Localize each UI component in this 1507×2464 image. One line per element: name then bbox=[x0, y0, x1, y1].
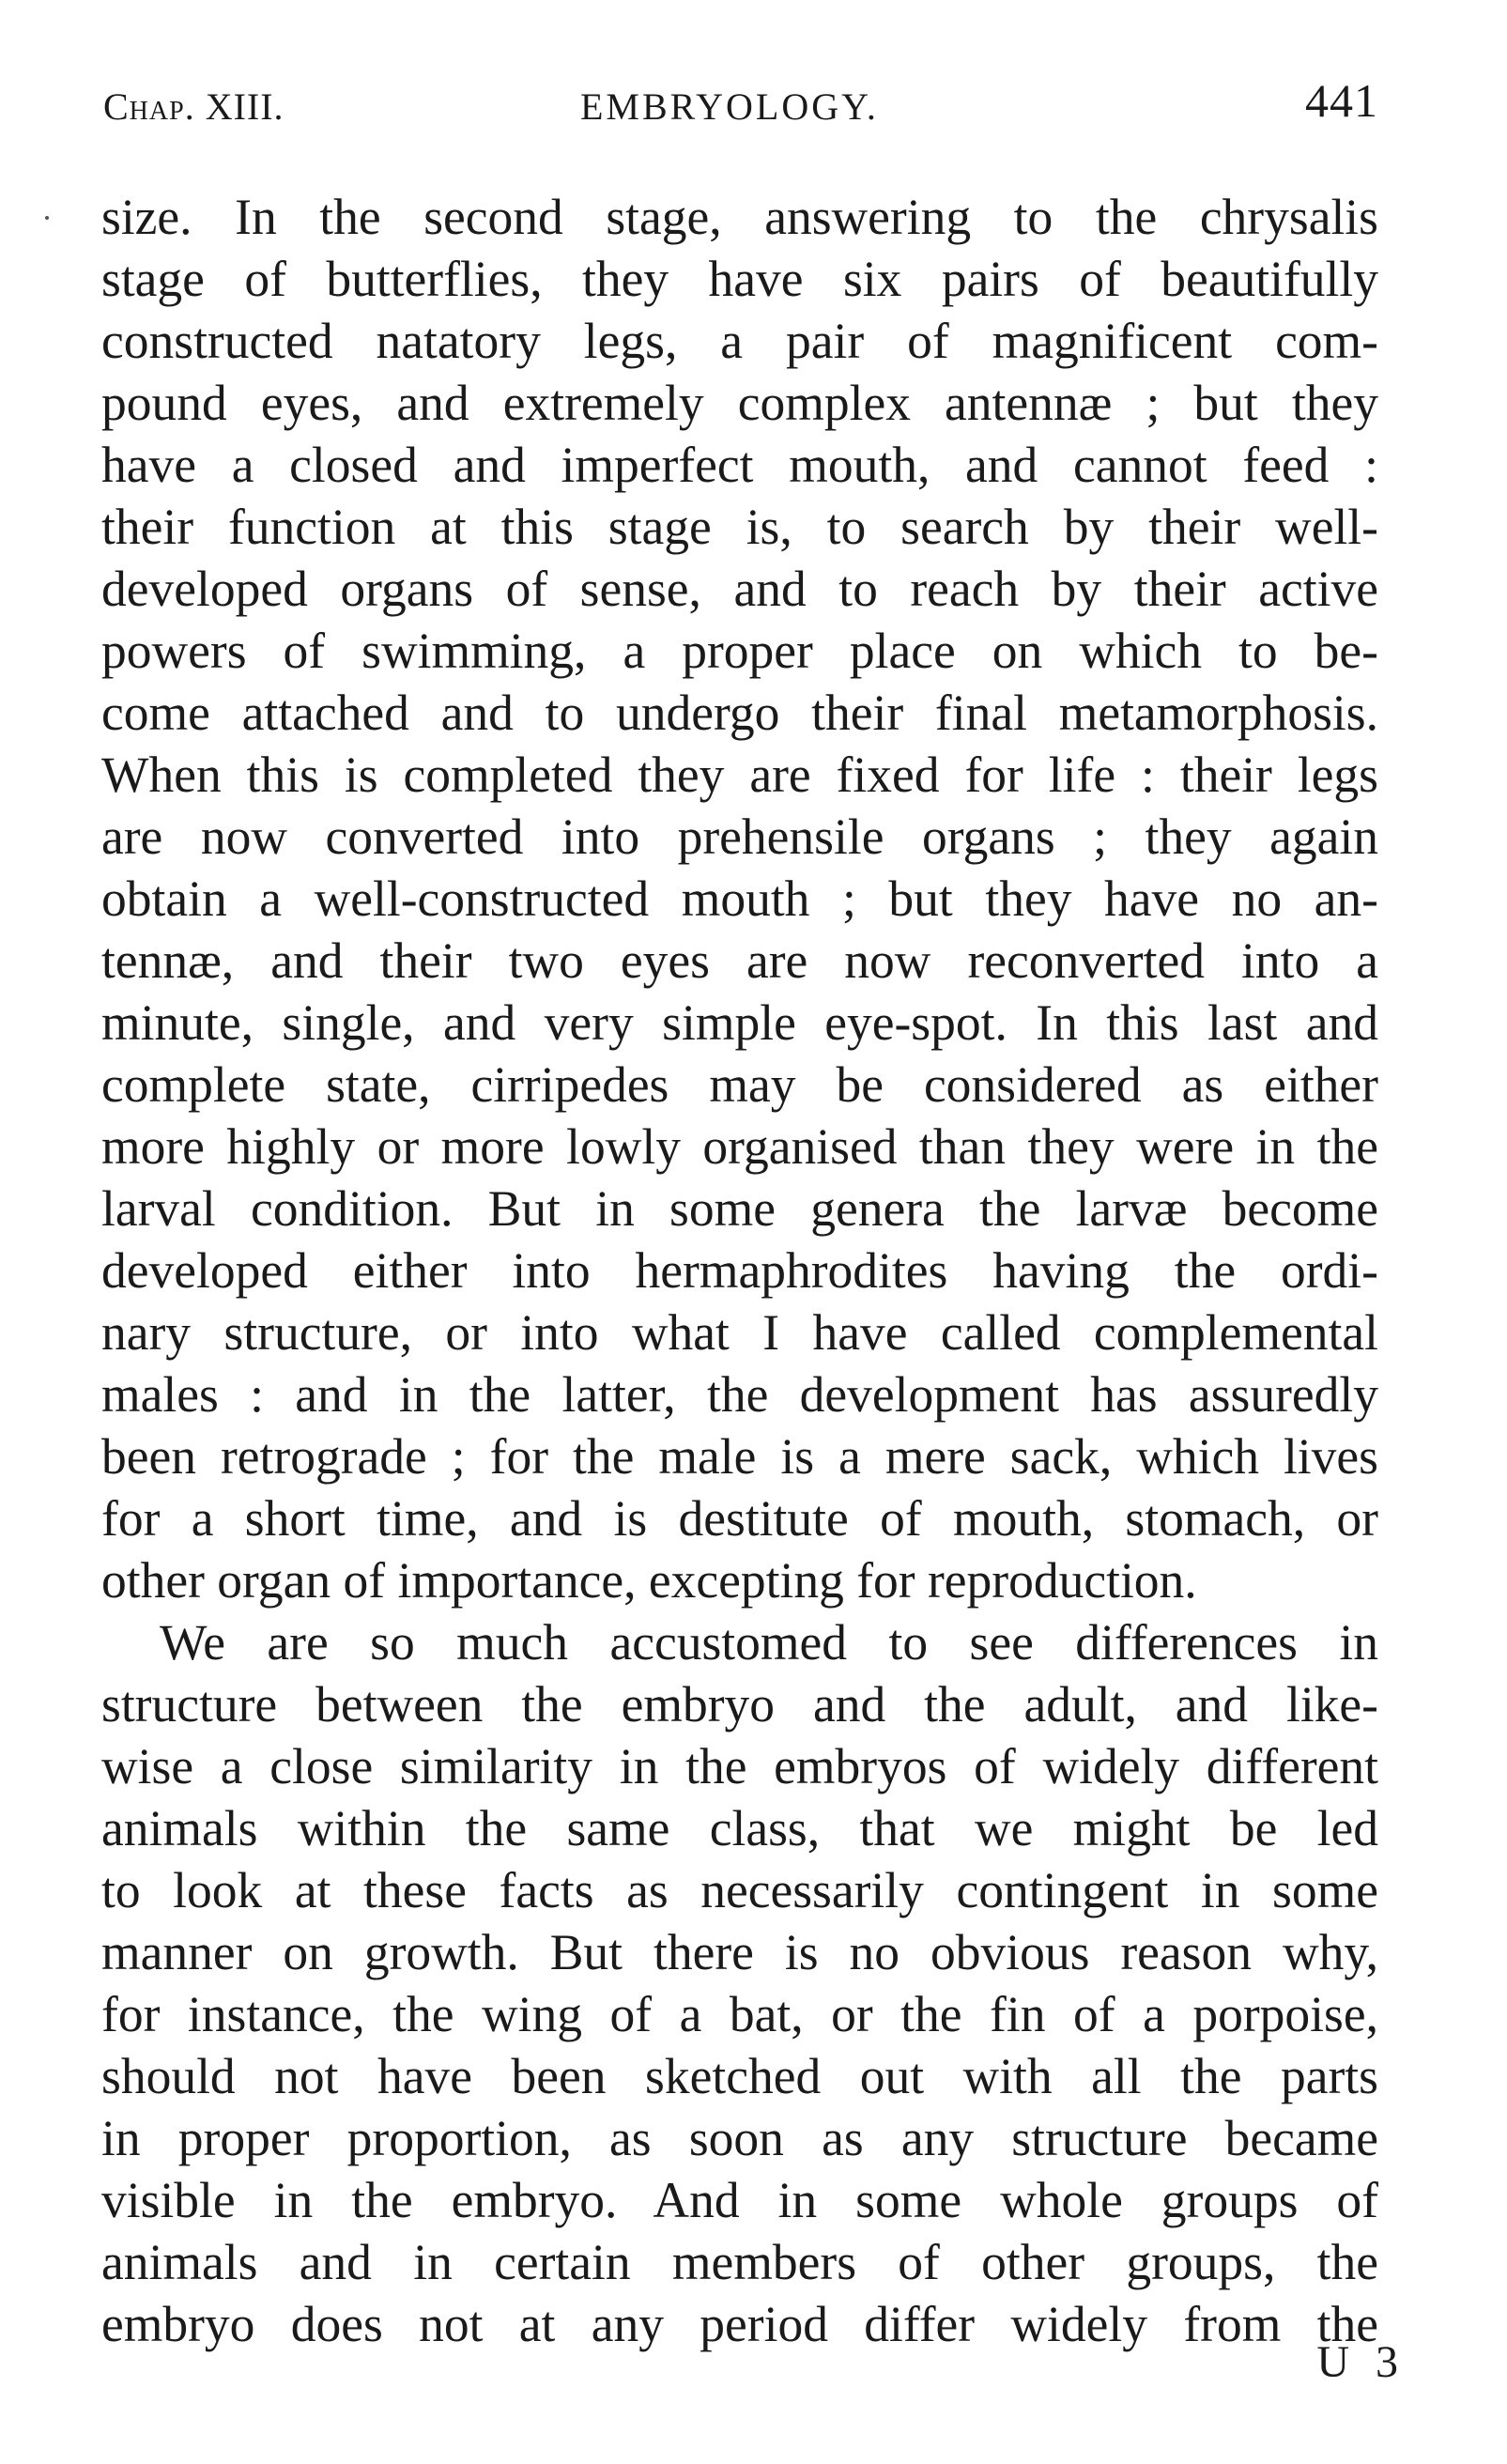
text-line: wise a close similarity in the embryos of widely different bbox=[101, 1738, 1378, 1794]
text-line: obtain a well-constructed mouth ; but they have no an- bbox=[101, 870, 1378, 927]
text-line: minute, single, and very simple eye-spot. In this last and bbox=[101, 994, 1378, 1051]
text-line: stage of butterflies, they have six pairs of beautifully bbox=[101, 251, 1378, 307]
text-line: embryo does not at any period differ widely from the bbox=[101, 2296, 1378, 2352]
text-line: are now converted into prehensile organs ; they again bbox=[101, 808, 1378, 865]
body-text bbox=[101, 186, 1378, 2355]
text-line: developed organs of sense, and to reach by their active bbox=[101, 561, 1378, 617]
running-head bbox=[101, 66, 1378, 141]
book-page bbox=[101, 66, 1378, 2432]
text-line: structure between the embryo and the adult, and like- bbox=[101, 1676, 1378, 1732]
text-line: We are so much accustomed to see differences in bbox=[160, 1614, 1378, 1671]
chapter-label: Chap. XIII. bbox=[103, 85, 284, 128]
text-line: visible in the embryo. And in some whole groups of bbox=[101, 2172, 1378, 2228]
text-line: developed either into hermaphrodites having the ordi- bbox=[101, 1242, 1378, 1299]
text-line: nary structure, or into what I have called complemental bbox=[101, 1304, 1378, 1361]
text-line: powers of swimming, a proper place on which to be- bbox=[101, 623, 1378, 679]
text-line: larval condition. But in some genera the larvæ become bbox=[101, 1180, 1378, 1237]
paragraph-2 bbox=[101, 1611, 1378, 2355]
text-line: When this is completed they are fixed for life : their legs bbox=[101, 747, 1378, 803]
paragraph-1 bbox=[101, 186, 1378, 1611]
print-speck bbox=[45, 216, 49, 220]
text-line: pound eyes, and extremely complex antennæ ; but they bbox=[101, 375, 1378, 431]
text-line: males : and in the latter, the development has assuredly bbox=[101, 1366, 1378, 1423]
text-line: been retrograde ; for the male is a mere sack, which lives bbox=[101, 1428, 1378, 1485]
text-line: should not have been sketched out with all the parts bbox=[101, 2048, 1378, 2104]
running-title: EMBRYOLOGY. bbox=[580, 85, 879, 128]
text-line: complete state, cirripedes may be considered as either bbox=[101, 1056, 1378, 1113]
text-line: size. In the second stage, answering to the chrysalis bbox=[101, 189, 1378, 245]
text-line: manner on growth. But there is no obvious reason why, bbox=[101, 1924, 1378, 1980]
text-line: come attached and to undergo their final metamorphosis. bbox=[101, 685, 1378, 741]
text-line: constructed natatory legs, a pair of magnificent com- bbox=[101, 313, 1378, 369]
text-line: in proper proportion, as soon as any structure became bbox=[101, 2110, 1378, 2166]
text-line: animals and in certain members of other groups, the bbox=[101, 2234, 1378, 2290]
text-line: their function at this stage is, to search by their well- bbox=[101, 499, 1378, 555]
signature-mark: U 3 bbox=[1316, 2337, 1406, 2387]
text-line: animals within the same class, that we might be led bbox=[101, 1800, 1378, 1856]
page-number: 441 bbox=[1305, 74, 1378, 127]
text-line: for a short time, and is destitute of mouth, stomach, or bbox=[101, 1490, 1378, 1547]
text-line: to look at these facts as necessarily contingent in some bbox=[101, 1862, 1378, 1918]
text-line: other organ of importance, excepting for reproduction. bbox=[101, 1552, 1197, 1609]
text-line: more highly or more lowly organised than they were in the bbox=[101, 1118, 1378, 1175]
text-line: for instance, the wing of a bat, or the fin of a porpoise, bbox=[101, 1986, 1378, 2042]
text-line: have a closed and imperfect mouth, and cannot feed : bbox=[101, 437, 1378, 493]
text-line: tennæ, and their two eyes are now reconverted into a bbox=[101, 932, 1378, 989]
